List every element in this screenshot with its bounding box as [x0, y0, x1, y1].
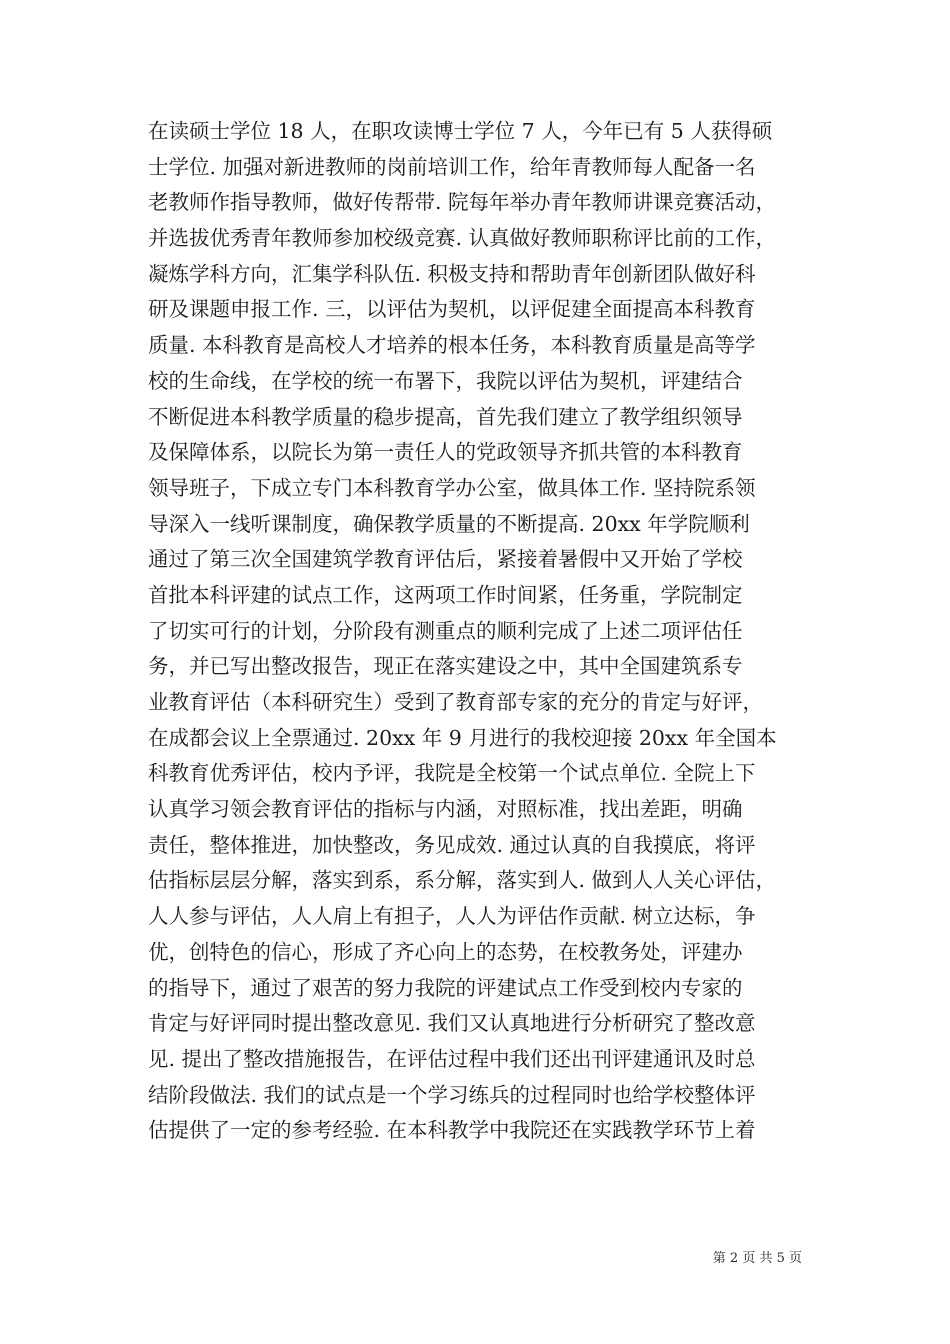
text-line: 估提供了一定的参考经验. 在本科教学中我院还在实践教学环节上着: [148, 1118, 756, 1143]
text-line: 老教师作指导教师，做好传帮带. 院每年举办青年教师讲课竞赛活动，: [148, 190, 777, 215]
text-line: 并选拔优秀青年教师参加校级竞赛. 认真做好教师职称评比前的工作，: [148, 226, 777, 251]
text-line: 在读硕士学位 18 人，在职攻读博士学位 7 人，今年已有 5 人获得硕: [148, 119, 773, 143]
text-line: 通过了第三次全国建筑学教育评估后，紧接着暑假中又开始了学校: [148, 547, 743, 572]
text-line: 估指标层层分解，落实到系，系分解，落实到人. 做到人人关心评估，: [148, 868, 777, 893]
text-line: 领导班子，下成立专门本科教育学办公室，做具体工作. 坚持院系领: [148, 475, 756, 500]
text-line: 见. 提出了整改措施报告，在评估过程中我们还出刊评建通讯及时总: [148, 1046, 756, 1071]
text-line: 在成都会议上全票通过. 20xx 年 9 月进行的我校迎接 20xx 年全国本: [148, 725, 777, 750]
text-line: 士学位. 加强对新进教师的岗前培训工作，给年青教师每人配备一名: [148, 154, 756, 179]
text-line: 研及课题申报工作. 三，以评估为契机，以评促建全面提高本科教育: [148, 297, 756, 322]
text-line: 优，创特色的信心，形成了齐心向上的态势，在校教务处，评建办: [148, 939, 743, 964]
text-line: 结阶段做法. 我们的试点是一个学习练兵的过程同时也给学校整体评: [148, 1082, 756, 1107]
text-line: 务，并已写出整改报告，现正在落实建设之中，其中全国建筑系专: [148, 654, 743, 679]
text-line: 校的生命线，在学校的统一布署下，我院以评估为契机，评建结合: [148, 368, 743, 393]
text-line: 凝炼学科方向，汇集学科队伍. 积极支持和帮助青年创新团队做好科: [148, 261, 756, 286]
text-line: 的指导下，通过了艰苦的努力我院的评建试点工作受到校内专家的: [148, 975, 743, 1000]
text-line: 认真学习领会教育评估的指标与内涵，对照标准，找出差距，明确: [148, 797, 743, 822]
text-line: 肯定与好评同时提出整改意见. 我们又认真地进行分析研究了整改意: [148, 1011, 756, 1036]
text-line: 业教育评估（本科研究生）受到了教育部专家的充分的肯定与好评，: [148, 690, 763, 714]
text-line: 人人参与评估，人人肩上有担子，人人为评估作贡献. 树立达标，争: [148, 904, 756, 929]
text-line: 了切实可行的计划，分阶段有测重点的顺利完成了上述二项评估任: [148, 618, 743, 643]
text-line: 导深入一线听课制度，确保教学质量的不断提高. 20xx 年学院顺利: [148, 511, 750, 536]
text-line: 及保障体系，以院长为第一责任人的党政领导齐抓共管的本科教育: [148, 440, 743, 465]
document-body: [148, 114, 808, 1149]
text-line: 首批本科评建的试点工作，这两项工作时间紧，任务重，学院制定: [148, 582, 743, 607]
text-line: 责任，整体推进，加快整改，务见成效. 通过认真的自我摸底，将评: [148, 832, 756, 857]
page-number-footer: 第 2 页 共 5 页: [712, 1251, 802, 1266]
text-line: 科教育优秀评估，校内予评，我院是全校第一个试点单位. 全院上下: [148, 761, 756, 786]
text-line: 质量. 本科教育是高校人才培养的根本任务，本科教育质量是高等学: [148, 333, 756, 358]
text-line: 不断促进本科教学质量的稳步提高，首先我们建立了教学组织领导: [148, 404, 743, 429]
